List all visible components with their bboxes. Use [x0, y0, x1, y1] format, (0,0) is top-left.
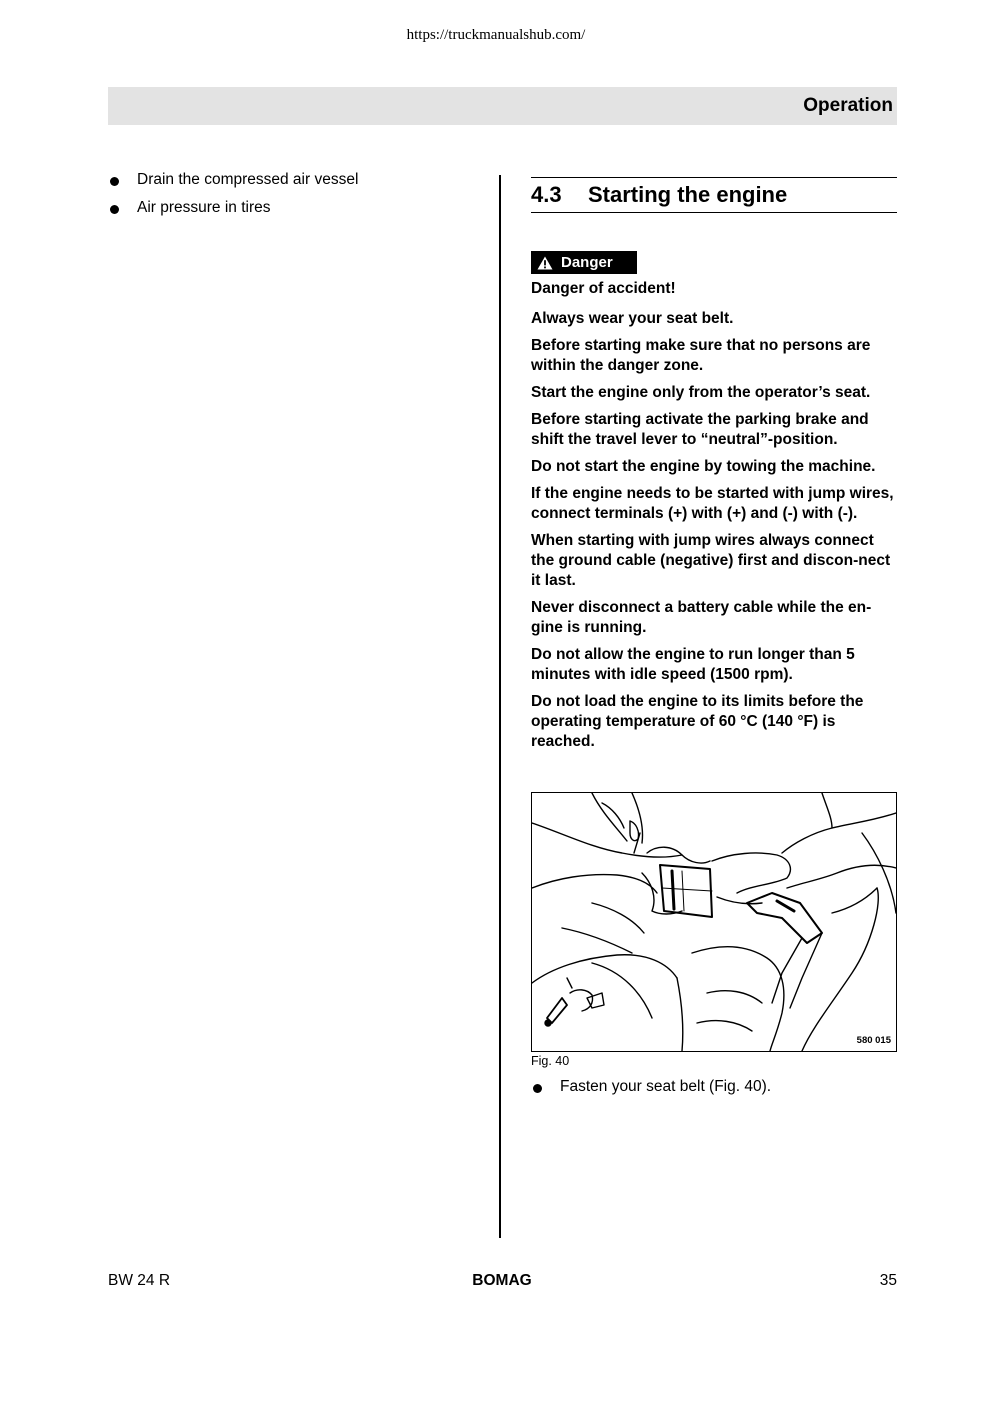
danger-paragraph: Do not start the engine by towing the machine.	[531, 457, 876, 475]
seat-belt-illustration	[531, 792, 897, 1052]
footer-model: BW 24 R	[108, 1272, 171, 1289]
danger-paragraph: Never disconnect a battery cable while the en-gine is running.	[531, 598, 872, 636]
danger-paragraph: When starting with jump wires always connect the ground cable (negative) first and discon-nect it last.	[531, 531, 891, 589]
danger-paragraph: Start the engine only from the operator’s seat.	[531, 383, 871, 401]
bullet-icon	[110, 205, 119, 214]
danger-paragraph: If the engine needs to be started with jump wires, connect terminals (+) with (+) and (-) with (-).	[531, 484, 894, 522]
section-title: Starting the engine	[588, 182, 788, 207]
danger-paragraph: Before starting activate the parking brake and shift the travel lever to “neutral”-position.	[531, 410, 869, 448]
list-item-text: Air pressure in tires	[137, 199, 271, 216]
bullet-icon	[533, 1084, 542, 1093]
bullet-icon	[110, 177, 119, 186]
list-item-text: Drain the compressed air vessel	[137, 171, 359, 188]
danger-paragraph: Do not load the engine to its limits before the operating temperature of 60 °C (140 °F) is reached.	[531, 692, 864, 750]
seat-belt-drawing	[532, 793, 896, 1051]
danger-text-block	[531, 279, 897, 752]
right-bullet-list	[531, 1077, 897, 1105]
list-item	[531, 1077, 897, 1105]
section-heading	[531, 177, 897, 213]
danger-paragraph: Always wear your seat belt.	[531, 309, 734, 327]
warning-triangle-icon	[537, 256, 553, 270]
right-column	[531, 177, 897, 759]
page-header-title: Operation	[803, 95, 893, 116]
source-url: https://truckmanualshub.com/	[406, 27, 586, 43]
footer-brand: BOMAG	[472, 1272, 532, 1289]
danger-label	[531, 251, 637, 274]
danger-paragraph: Do not allow the engine to run longer than 5 minutes with idle speed (1500 rpm).	[531, 645, 855, 683]
left-bullet-list	[108, 170, 478, 226]
footer-page-number: 35	[879, 1272, 897, 1289]
danger-label-text: Danger	[561, 254, 613, 271]
column-divider	[499, 175, 501, 1238]
list-item	[108, 170, 478, 198]
list-item	[108, 198, 478, 226]
danger-paragraph: Danger of accident!	[531, 279, 676, 297]
danger-paragraph: Before starting make sure that no persons are within the danger zone.	[531, 336, 871, 374]
figure-caption: Fig. 40	[531, 1054, 570, 1068]
figure-code: 580 015	[856, 1035, 891, 1046]
section-number: 4.3	[531, 182, 562, 207]
list-item-text: Fasten your seat belt (Fig. 40).	[560, 1078, 772, 1095]
page-header-bar	[108, 87, 897, 125]
